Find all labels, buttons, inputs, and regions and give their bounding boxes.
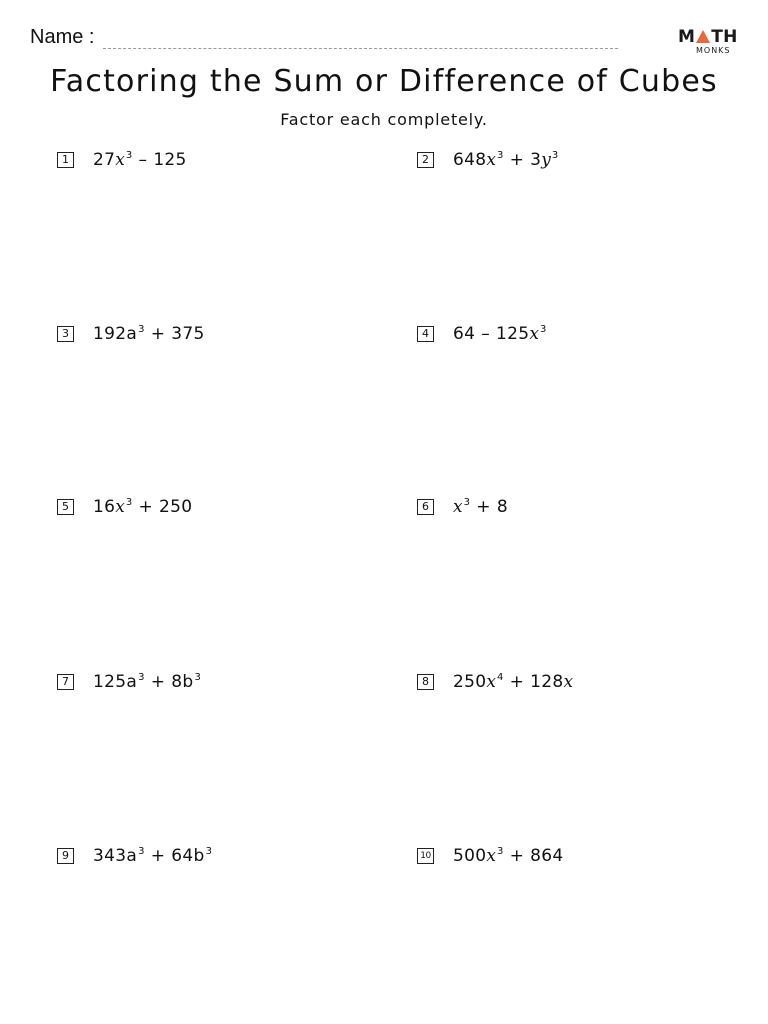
logo-triangle-icon — [696, 30, 710, 43]
problem-number: 9 — [57, 848, 74, 864]
name-blank-line[interactable] — [103, 48, 618, 49]
second-term: 250 — [159, 497, 193, 517]
term-variable: x — [453, 497, 463, 517]
worksheet-title: Factoring the Sum or Difference of Cubes — [50, 64, 718, 99]
mathmonks-logo — [678, 27, 740, 57]
second-term-exponent: 3 — [540, 324, 547, 335]
second-term: 3 — [530, 150, 542, 170]
problem-expression — [453, 846, 564, 866]
problem-8 — [417, 670, 573, 694]
problem-1 — [57, 148, 187, 172]
operator: + — [150, 846, 166, 866]
second-term: 128 — [530, 672, 564, 692]
operator: – — [481, 324, 491, 344]
operator: + — [509, 672, 525, 692]
problem-9 — [57, 844, 212, 868]
term-exponent: 3 — [138, 324, 145, 335]
term-coefficient: 64 — [453, 324, 476, 344]
problem-3 — [57, 322, 205, 346]
problem-expression — [93, 150, 187, 170]
term-exponent: 3 — [496, 150, 504, 161]
term-coefficient: 192a — [93, 324, 138, 344]
term-exponent: 3 — [463, 497, 471, 508]
term-variable: x — [486, 846, 496, 866]
second-term: 375 — [171, 324, 205, 344]
problem-expression — [453, 324, 547, 344]
second-term-exponent: 3 — [205, 846, 213, 857]
term-exponent: 3 — [138, 672, 145, 683]
problem-number: 6 — [417, 499, 434, 515]
operator: + — [150, 324, 166, 344]
term-coefficient: 125a — [93, 672, 138, 692]
term-coefficient: 648 — [453, 150, 487, 170]
worksheet-instructions: Factor each completely. — [280, 110, 488, 129]
problem-number: 8 — [417, 674, 434, 690]
term-exponent: 3 — [496, 846, 504, 857]
problem-expression — [93, 672, 201, 692]
second-term-variable: y — [541, 150, 551, 170]
problem-number: 5 — [57, 499, 74, 515]
term-exponent: 3 — [138, 846, 145, 857]
problem-4 — [417, 322, 547, 346]
problem-expression — [453, 497, 508, 517]
problem-expression — [93, 846, 212, 866]
name-label: Name : — [30, 26, 95, 48]
operator: + — [509, 150, 525, 170]
problem-number: 1 — [57, 152, 74, 168]
second-term-exponent: 3 — [194, 672, 202, 683]
problem-number: 4 — [417, 326, 434, 342]
problem-2 — [417, 148, 559, 172]
second-term: 8 — [496, 497, 508, 517]
problem-number: 2 — [417, 152, 434, 168]
second-term-variable: x — [563, 672, 574, 692]
second-term-variable: x — [529, 324, 539, 344]
second-term: 125 — [496, 324, 530, 344]
problem-expression — [453, 672, 573, 692]
operator: – — [138, 150, 148, 170]
operator: + — [509, 846, 525, 866]
problem-10 — [417, 844, 564, 868]
logo-subtext: MONKS — [696, 46, 731, 55]
second-term: 8b — [171, 672, 194, 692]
second-term: 64b — [171, 846, 205, 866]
problem-expression — [453, 150, 559, 170]
problem-number: 7 — [57, 674, 74, 690]
logo-text-right: TH — [711, 27, 738, 47]
problem-7 — [57, 670, 201, 694]
term-exponent: 4 — [496, 672, 504, 683]
term-variable: x — [486, 672, 496, 692]
term-coefficient: 27 — [93, 150, 116, 170]
problem-5 — [57, 495, 192, 519]
term-variable: x — [115, 497, 125, 517]
problem-expression — [93, 324, 205, 344]
problem-number: 3 — [57, 326, 74, 342]
second-term: 864 — [530, 846, 564, 866]
term-exponent: 3 — [125, 150, 133, 161]
problem-expression — [93, 497, 192, 517]
problem-number: 10 — [417, 848, 434, 864]
term-coefficient: 343a — [93, 846, 138, 866]
second-term: 125 — [153, 150, 187, 170]
term-exponent: 3 — [125, 497, 133, 508]
term-coefficient: 250 — [453, 672, 487, 692]
term-variable: x — [486, 150, 496, 170]
second-term-exponent: 3 — [551, 150, 559, 161]
term-coefficient: 16 — [93, 497, 116, 517]
logo-text-left: M — [678, 27, 696, 47]
problem-6 — [417, 495, 508, 519]
operator: + — [138, 497, 154, 517]
term-variable: x — [115, 150, 125, 170]
operator: + — [150, 672, 166, 692]
operator: + — [476, 497, 491, 517]
term-coefficient: 500 — [453, 846, 487, 866]
